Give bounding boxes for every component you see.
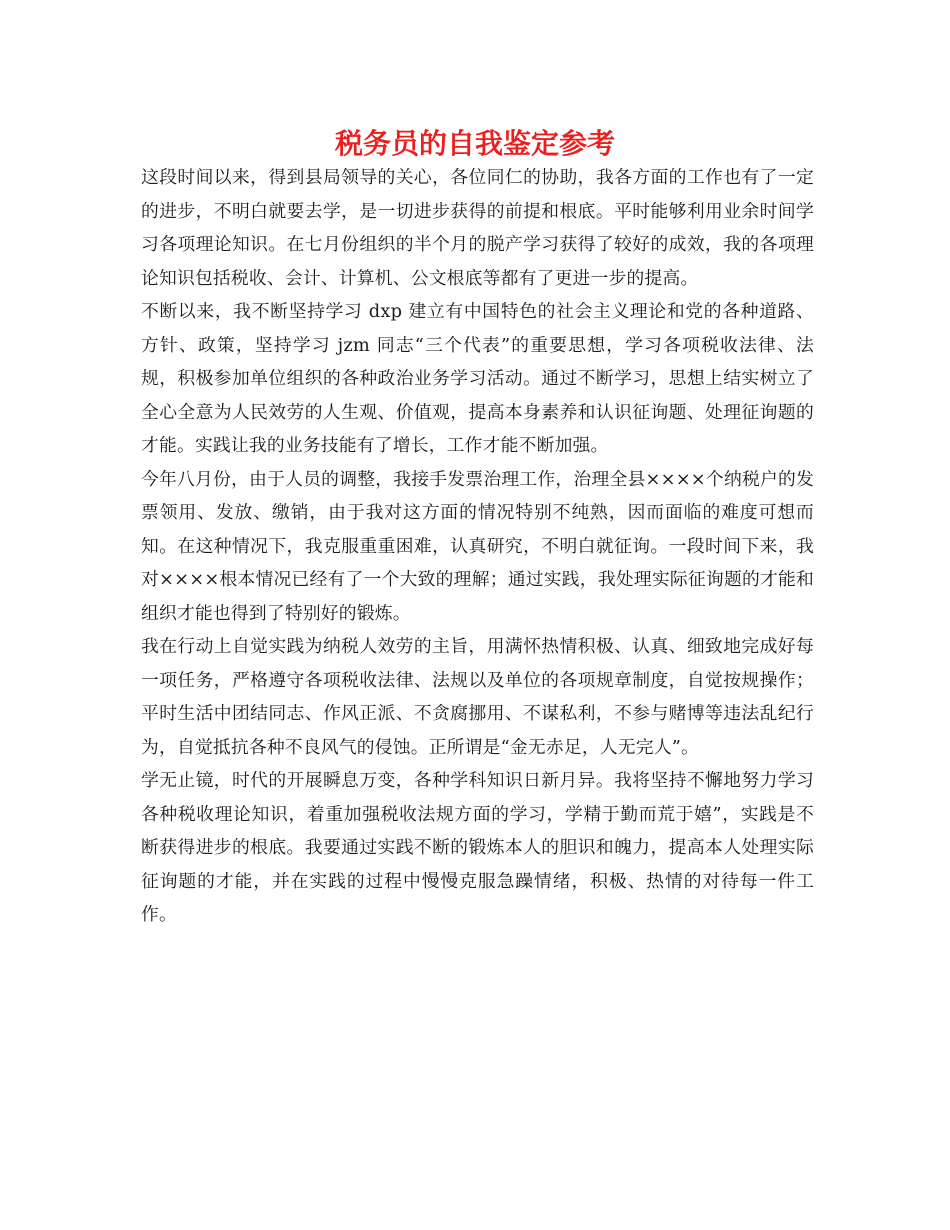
paragraph-2: 不断以来，我不断坚持学习 dxp 建立有中国特色的社会主义理论和党的各种道路、方针、政策，坚持学习 jzm 同志“三个代表”的重要思想，学习各项税收法律、法规，积极参加单位组织的各种政治业务学习活动。通过不断学习，思想上结实树立了全心全意为人民效劳的人生观、价值观，提高本身素养和认识征询题、处理征询题的才能。实践让我的业务技能有了增长，工作才能不断加强。 xyxy=(141,301,814,456)
paragraph-3: 今年八月份，由于人员的调整，我接手发票治理工作，治理全县××××个纳税户的发票领用、发放、缴销，由于我对这方面的情况特别不纯熟，因而面临的难度可想而知。在这种情况下，我克服重重困难，认真研究，不明白就征询。一段时间下来，我对××××根本情况已经有了一个大致的理解；通过实践，我处理实际征询题的才能和组织才能也得到了特别好的锻炼。 xyxy=(141,468,814,624)
paragraph-5: 学无止镜，时代的开展瞬息万变，各种学科知识日新月异。我将坚持不懈地努力学习各种税收理论知识，着重加强税收法规方面的学习，学精于勤而荒于嬉”，实践是不断获得进步的根底。我要通过实践不断的锻炼本人的胆识和魄力，提高本人处理实际征询题的才能，并在实践的过程中慢慢克服急躁情绪，积极、热情的对待每一件工作。 xyxy=(141,770,814,925)
document-title: 税务员的自我鉴定参考 xyxy=(334,127,615,160)
paragraph-1: 这段时间以来，得到县局领导的关心，各位同仁的协助，我各方面的工作也有了一定的进步，不明白就要去学，是一切进步获得的前提和根底。平时能够利用业余时间学习各项理论知识。在七月份组织的半个月的脱产学习获得了较好的成效，我的各项理论知识包括税收、会计、计算机、公文根底等都有了更进一步的提高。 xyxy=(141,167,814,289)
document-body xyxy=(141,161,814,932)
paragraph-4: 我在行动上自觉实践为纳税人效劳的主旨，用满怀热情积极、认真、细致地完成好每一项任务，严格遵守各项税收法律、法规以及单位的各项规章制度，自觉按规操作；平时生活中团结同志、作风正派、不贪腐挪用、不谋私利，不参与赌博等违法乱纪行为，自觉抵抗各种不良风气的侵蚀。正所谓是“金无赤足，人无完人”。 xyxy=(141,636,814,758)
